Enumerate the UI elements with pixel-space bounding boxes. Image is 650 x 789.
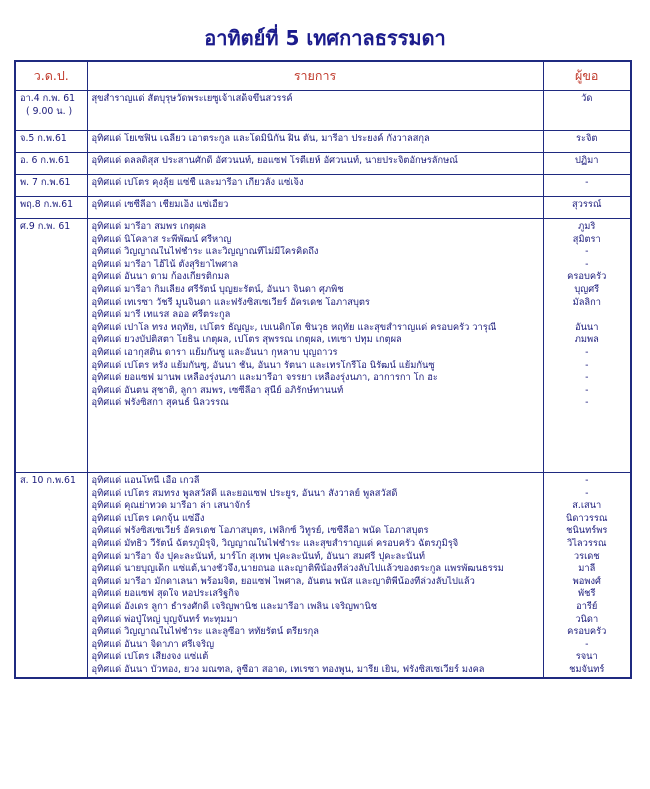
requester-name: - (585, 475, 589, 486)
intention-line: อุทิศแด่ วิญญาณในไฟชำระ และลูซีอา หทัยรัตน์ ตรียรกุล (91, 626, 319, 638)
table-header-row (15, 61, 631, 91)
date-text: พฤ.8 ก.พ.61 (20, 199, 74, 210)
requester-name: มาลี (578, 563, 596, 575)
requester-name: ครอบครัว (567, 271, 607, 283)
requester-name: ชมจันทร์ (569, 663, 605, 675)
requester-name: บุญศรี (574, 283, 600, 295)
requester-name: ชนินทร์พร (566, 525, 608, 537)
intention-line: สุขสำราญแด่ สัตบุรุษวัดพระเยซูเจ้าเสด็จขึ้นสวรรค์ (91, 93, 293, 104)
requester-name: พอพงศ์ (572, 575, 601, 587)
intention-line: อุทิศแด่ มารีอา สมพร เกตุผล (91, 221, 207, 232)
requester-name: รจนา (575, 651, 598, 663)
row-date (15, 219, 87, 473)
requester-name: นิดาวรรณ (566, 512, 608, 524)
requester-name: - (585, 487, 589, 499)
mass-intention-table (14, 60, 632, 679)
row-date (15, 197, 87, 219)
date-text: อา.4 ก.พ. 61 (20, 93, 76, 104)
requester-name: ปฏิมา (575, 155, 599, 166)
row-date (15, 91, 87, 131)
intention-line: อุทิศแด่ อันนา จิดาภา ศรีเจริญ (91, 638, 215, 650)
date-text: พ. 7 ก.พ.61 (20, 177, 71, 188)
requester-name (544, 309, 631, 322)
row-intentions (87, 131, 543, 153)
row-requester (543, 473, 631, 678)
row-date (15, 175, 87, 197)
requester-name: วรเดช (573, 550, 600, 562)
date-text: จ.5 ก.พ.61 (20, 133, 67, 144)
table-row (15, 153, 631, 175)
row-intentions (87, 175, 543, 197)
requester-name: - (585, 397, 589, 409)
page-title: อาทิตย์ที่ 5 เทศกาลธรรมดา (204, 26, 446, 50)
intention-line: อุทิศแด่ เปโตร คุงลุ้ย แซ่ชื้ และมารีอา เกียวลั้ง แซ่เจ็ง (91, 177, 304, 188)
intention-line: อุทิศแด่ เปโตร เสียงจง แซ่แต้ (91, 651, 209, 663)
requester-name: สุวรรณ์ (571, 199, 602, 210)
requester-name: - (585, 372, 589, 384)
table-row (15, 175, 631, 197)
row-intentions (87, 153, 543, 175)
row-requester (543, 197, 631, 219)
requester-name: - (585, 177, 589, 188)
intention-line: อุทิศแด่ โยเซฟิน เฉลียว เอาตระกูล และโดมินิกัน ฝิน ตัน, มารีอา ประยงค์ กังวาลสกุล (91, 133, 430, 144)
intention-line: อุทิศแด่ นายบุญเด็ก แซ่แต้,นางชัวจึ้ง,นายถนอ และญาติพี่น้องที่ล่วงลับไปแล้วของตระกูล แพรพัฒนธรรม (91, 563, 504, 575)
row-requester (543, 153, 631, 175)
requester-name: ครอบครัว (567, 626, 607, 638)
date-time-text: ( 9.00 น. ) (26, 105, 73, 117)
intention-line: อุทิศแด่ เทเรซา วัชรี มูนจินดา และฟรังซิสเซเวียร์ อัครเดช โอภาสบุตร (91, 296, 370, 308)
date-text: ศ.9 ก.พ. 61 (20, 221, 71, 232)
requester-name: ภมพล (574, 334, 599, 346)
intention-line: อุทิศแด่ อังเดร ลูกา ธำรงศักดิ์ เจริญพานิช และมารีอา เพลิน เจริญพานิช (91, 600, 377, 612)
intention-line: อุทิศแด่ มัทธิว วีรัตน์ ฉัตรภูมิรุจิ, วิญญาณในไฟชำระ และสุขสำราญแด่ ครอบครัว ฉัตรภูมิรุจิ (91, 537, 459, 549)
intention-line: อุทิศแด่ ยวงบัปติสตา โยธิน เกตุผล, เปโตร สุพรรณ เกตุผล, เทเซา ปทุม เกตุผล (91, 334, 402, 346)
intention-line: อุทิศแด่ เปโตร เคกจุ้น แซ่อึ้ง (91, 512, 205, 524)
intention-line: อุทิศแด่ เปาโล ทรง หฤทัย, เปโตร ธัญญะ, เบเนดิกโต ชินวุธ หฤทัย และสุขสำราญแด่ ครอบครัว วารุณี (91, 321, 497, 333)
requester-name: วิไลวรรณ (567, 537, 607, 549)
requester-name: มัลลิกา (572, 296, 601, 308)
requester-name: วนิดา (575, 613, 599, 625)
row-intentions (87, 197, 543, 219)
row-requester (543, 175, 631, 197)
row-requester (543, 131, 631, 153)
intention-line: อุทิศแด่ พ่อปู่ใหญ่ บุญจันทร์ ทะทุมมา (91, 613, 238, 625)
intention-line: อุทิศแด่ เปโตร หรั่ง แย้มกันซู, อันนา ชั้น, อันนา รัตนา และเทรโกรีโอ นิรัฒน์ แย้มกันซู (91, 359, 435, 371)
row-intentions (87, 91, 543, 131)
requester-name: - (585, 346, 589, 358)
intention-line: อุทิศแด่ มารีอา ไฮ้ไน้ ตั้งสุริยาไพศาล (91, 258, 239, 270)
intention-line: อุทิศแด่ ฟรังซิสกา สุคนธ์ นิลวรรณ (91, 397, 229, 409)
requester-name: วัด (581, 93, 593, 104)
table-row (15, 91, 631, 131)
intention-line: อุทิศแด่ เซซีลีอา เชี่ยมเอ็ง แซ่เอี้ยว (91, 199, 229, 210)
requester-name: ระจิต (576, 133, 598, 144)
table-row (15, 473, 631, 678)
row-requester (543, 219, 631, 473)
intention-line: อุทิศแด่ มารีอา มักดาเลนา พร้อมจิต, ยอแซฟ ไพศาล, อันตน พนัส และญาติพี่น้องที่ล่วงลับไปแล้ว (91, 575, 475, 587)
intention-line: อุทิศแด่ ฟรังซิสเซเวียร์ อัครเดช โอภาสบุตร, เฟลิกซ์ วิทูรย์, เซซีลีอา พนัด โอภาสบุตร (91, 525, 429, 537)
intention-line: อุทิศแด่ แอนโทนี่ เอื้อ เกวลี (91, 475, 200, 486)
row-intentions (87, 473, 543, 678)
header-requester: ผู้ขอ (543, 61, 631, 91)
requester-name: - (585, 638, 589, 650)
row-date (15, 473, 87, 678)
row-date (15, 153, 87, 175)
table-row (15, 219, 631, 473)
intention-line: อุทิศแด่ ยอแซฟ มานพ เหลืองรุ่งนภา และมารีอา จรรยา เหลืองรุ่งนภา, อาการกา โก ฮะ (91, 372, 438, 384)
intention-line: อุทิศแด่ มารีอา จั้ง ปุคะละนันท์, มาร์โก สุเทพ ปุคะละนันท์, อันนา สมศรี ปุคะละนันท์ (91, 550, 425, 562)
requester-name: พัชรี (578, 588, 596, 600)
intention-line: อุทิศแด่ ยอแซฟ สุดใจ หอประเสริฐกิจ (91, 588, 240, 600)
table-row (15, 131, 631, 153)
requester-name: ส.เสนา (572, 500, 602, 512)
intention-line: อุทิศแด่ เอากุสติน ดารา แย้มกันซู และอันนา กุหลาบ บุญถาวร (91, 346, 338, 358)
intention-line: อุทิศแด่ มารี เทแรส ลออ ศรีตระกูล (91, 309, 231, 321)
header-date: ว.ด.ป. (15, 61, 87, 91)
table-row (15, 197, 631, 219)
intention-line: อุทิศแด่ วิญญาณในไฟชำระ และวิญญาณที่ไม่มีใครคิดถึง (91, 246, 319, 258)
requester-name: - (585, 359, 589, 371)
intention-line: อุทิศแด่ คุณย่าทวด มารีอา ล่า เสนาจักร์ (91, 500, 251, 512)
requester-name: สุมิตรา (572, 233, 601, 245)
row-intentions (87, 219, 543, 473)
header-list: รายการ (87, 61, 543, 91)
intention-line: อุทิศแด่ นิโคลาส ระพีพัฒน์ ศรีหาญ (91, 233, 232, 245)
requester-name: - (585, 384, 589, 396)
intention-line: อุทิศแด่ ดลลดิสุส ประสานศักดิ์ อัศวนนท์, ยอแซฟ โรตีเยห์ อัศวนนท์, นายประจิตอักษรลักษณ์ (91, 155, 458, 166)
requester-name: อารีย์ (576, 600, 598, 612)
row-date (15, 131, 87, 153)
requester-name: - (585, 258, 589, 270)
date-text: ส. 10 ก.พ.61 (20, 475, 76, 486)
table-body (15, 91, 631, 678)
intention-line: อุทิศแด่ อันนา บัวทอง, ยวง มณฑล, ลูซีอา สอาด, เทเรซา ทองพูน, มารีย เยิน, ฟรังซิสเซเวียร์ มงคล (91, 663, 485, 675)
requester-name: ภูมริ (578, 221, 596, 232)
row-requester (543, 91, 631, 131)
intention-line: อุทิศแด่ มารีอา กิมเลี่ยง ศรีรัตน์ บุญยะรัตน์, อันนา จินดา ศุภพิช (91, 283, 344, 295)
date-text: อ. 6 ก.พ.61 (20, 155, 70, 166)
intention-line: อุทิศแด่ อันตน สุชาติ, ลูกา สมพร, เซซีลีอา สุนีย์ อภิรักษ์ทานนท์ (91, 384, 344, 396)
requester-name: - (585, 246, 589, 258)
intention-line: อุทิศแด่ อันนา ดาม ก้องเกียรติกมล (91, 271, 230, 283)
requester-name: อันนา (574, 321, 599, 333)
intention-line: อุทิศแด่ เปโตร สมทรง พูลสวัสดิ์ และยอแซฟ ประยูร, อันนา สังวาลย์ พูลสวัสดิ์ (91, 487, 398, 499)
